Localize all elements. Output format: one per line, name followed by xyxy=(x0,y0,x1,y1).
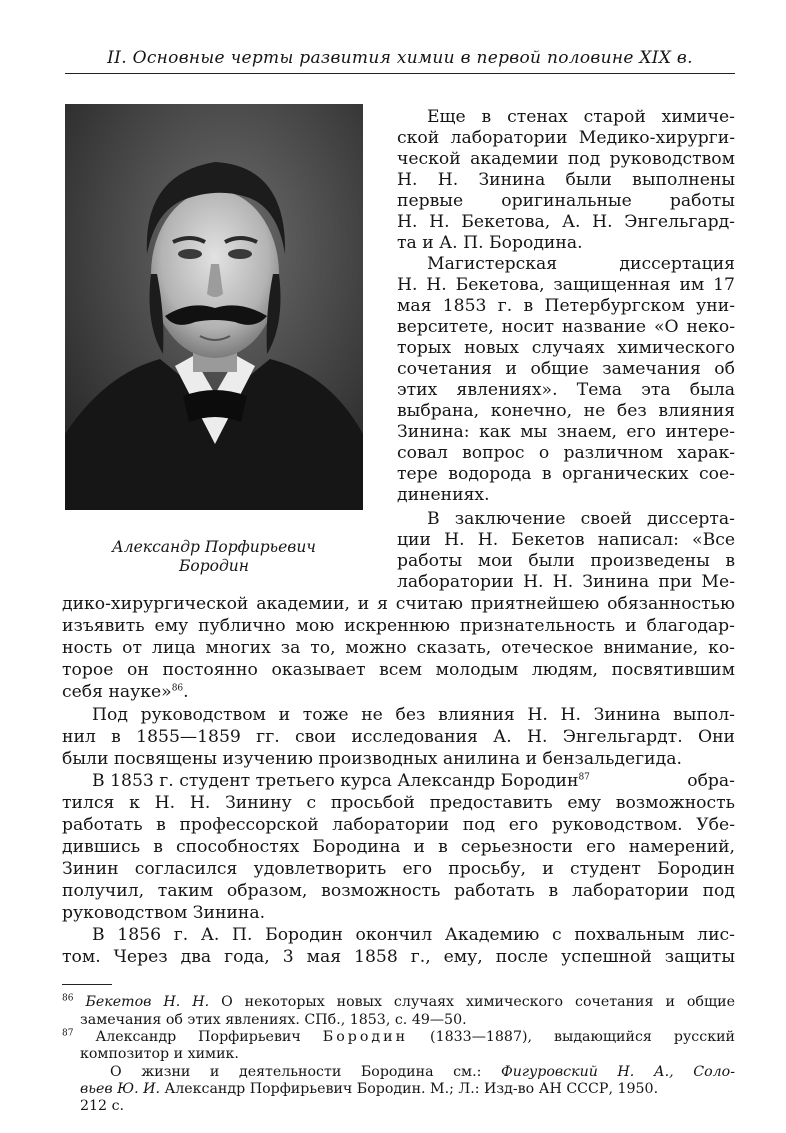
text-line: В заключение своей диссерта- xyxy=(427,509,735,529)
text-line: этих явлениях». Тема эта была xyxy=(397,380,735,400)
footnote-87 xyxy=(62,1029,735,1046)
portrait-caption xyxy=(65,538,363,576)
text-line: лаборатории Н. Н. Зинина при Ме- xyxy=(397,572,735,592)
text-line: ской лаборатории Медико-хирурги- xyxy=(397,128,735,148)
footnote-text xyxy=(110,1064,735,1081)
text-line: торое он постоянно оказывает всем молодым людям, посвятившим xyxy=(62,660,735,680)
text-line: торых новых случаях химического xyxy=(397,338,735,358)
footnote-text: 212 с. xyxy=(80,1098,125,1114)
text-line: Под руководством и тоже не без влияния Н. Н. Зинина выпол- xyxy=(92,705,735,725)
text-line: нил в 1855—1859 гг. свои исследования А. Н. Энгельгардт. Они xyxy=(62,727,735,747)
text-line: тился к Н. Н. Зинину с просьбой предоставить ему возможность xyxy=(62,793,735,813)
caption-line: Бородин xyxy=(179,557,249,575)
text-line: В 1856 г. А. П. Бородин окончил Академию с похвальным лис- xyxy=(92,925,735,945)
text-line: были посвящены изучению производных анилина и бензальдегида. xyxy=(62,749,682,769)
footnote-number: 86 xyxy=(62,993,74,1004)
footnote-author: Фигуровский Н. А., Соло- xyxy=(500,1064,735,1080)
text-line: дико-хирургической академии, и я считаю приятнейшею обязанностью xyxy=(62,594,735,614)
text-fragment: обра- xyxy=(687,771,735,791)
text-line: получил, таким образом, возможность работать в лаборатории под xyxy=(62,881,735,901)
text-line: ческой академии под руководством xyxy=(397,149,735,169)
text-line: выбрана, конечно, не без влияния xyxy=(397,401,735,421)
text-line: ции Н. Н. Бекетов написал: «Все xyxy=(397,530,735,550)
text-line: ность от лица многих за то, можно сказать, отеческое внимание, ко- xyxy=(62,638,735,658)
footnote-text: композитор и химик. xyxy=(80,1046,239,1062)
text-line: та и А. П. Бородина. xyxy=(397,233,583,253)
footnote-rule xyxy=(62,984,112,985)
caption-line: Александр Порфирьевич xyxy=(112,538,316,556)
text-line: себя науке»$^{86}$. xyxy=(62,682,189,702)
text-line: динениях. xyxy=(397,485,490,505)
text-line: Н. Н. Зинина были выполнены xyxy=(397,170,735,190)
footnote-number: 87 xyxy=(62,1028,74,1039)
footnote-text: (1833—1887), выдающийся русский xyxy=(430,1029,735,1045)
text-line: Н. Н. Бекетова, А. Н. Энгельгард- xyxy=(397,212,735,232)
footnote-text: О некоторых новых случаях химического сочетания и общие xyxy=(221,994,735,1010)
footnote-text: Александр Порфирьевич xyxy=(95,1029,301,1045)
text-line: Н. Н. Бекетова, защищенная им 17 xyxy=(397,275,735,295)
text-fragment xyxy=(92,771,590,792)
text-line: работы мои были произведены в xyxy=(397,551,735,571)
text-line: Магистерская диссертация xyxy=(427,254,735,274)
footnote-text: замечания об этих явлениях. СПб., 1853, с. 49—50. xyxy=(80,1012,467,1028)
text-line: Еще в стенах старой химиче- xyxy=(427,107,735,127)
footnote-text: О жизни и деятельности Бородина см.: xyxy=(110,1064,482,1080)
footnote-spaced-name: Бородин xyxy=(322,1029,409,1045)
text-line: дившись в способностях Бородина и в серьезности его намерений, xyxy=(62,837,735,857)
footnote-ref-87: 87 xyxy=(578,772,590,783)
footnote-text: Александр Порфирьевич Бородин. М.; Л.: Изд-во АН СССР, 1950. xyxy=(164,1081,659,1097)
running-head: II. Основные черты развития химии в первой половине XIX в. xyxy=(107,48,693,68)
text-line: Зинина: как мы знаем, его интере- xyxy=(397,422,735,442)
footnote-text xyxy=(80,1081,735,1098)
footnote-86 xyxy=(62,994,735,1011)
text-fragment: себя науке» xyxy=(62,682,172,702)
footnote-ref-86: 86 xyxy=(171,683,184,694)
text-line: тере водорода в органических сое- xyxy=(397,464,735,484)
portrait-image xyxy=(65,104,363,510)
text-line: том. Через два года, 3 мая 1858 г., ему, после успешной защиты xyxy=(62,947,735,967)
text-line: работать в профессорской лаборатории под его руководством. Убе- xyxy=(62,815,735,835)
text-line xyxy=(92,771,735,792)
text-line: первые оригинальные работы xyxy=(397,191,735,211)
text-line: мая 1853 г. в Петербургском уни- xyxy=(397,296,735,316)
portrait-drawing xyxy=(65,104,363,510)
text-line: сочетания и общие замечания об xyxy=(397,359,735,379)
header-rule xyxy=(65,73,735,74)
footnote-author: Бекетов Н. Н. xyxy=(85,994,210,1010)
text-fragment: В 1853 г. студент третьего курса Александр Бородин xyxy=(92,771,579,791)
text-line: Зинин согласился удовлетворить его просьбу, и студент Бородин xyxy=(62,859,735,879)
text-line: верситете, носит название «О неко- xyxy=(397,317,735,337)
text-line: изъявить ему публично мою искреннюю признательность и благодар- xyxy=(62,616,735,636)
footnote-author: вьев Ю. И. xyxy=(80,1081,160,1097)
text-line: руководством Зинина. xyxy=(62,903,266,923)
text-line: совал вопрос о различном харак- xyxy=(397,443,735,463)
